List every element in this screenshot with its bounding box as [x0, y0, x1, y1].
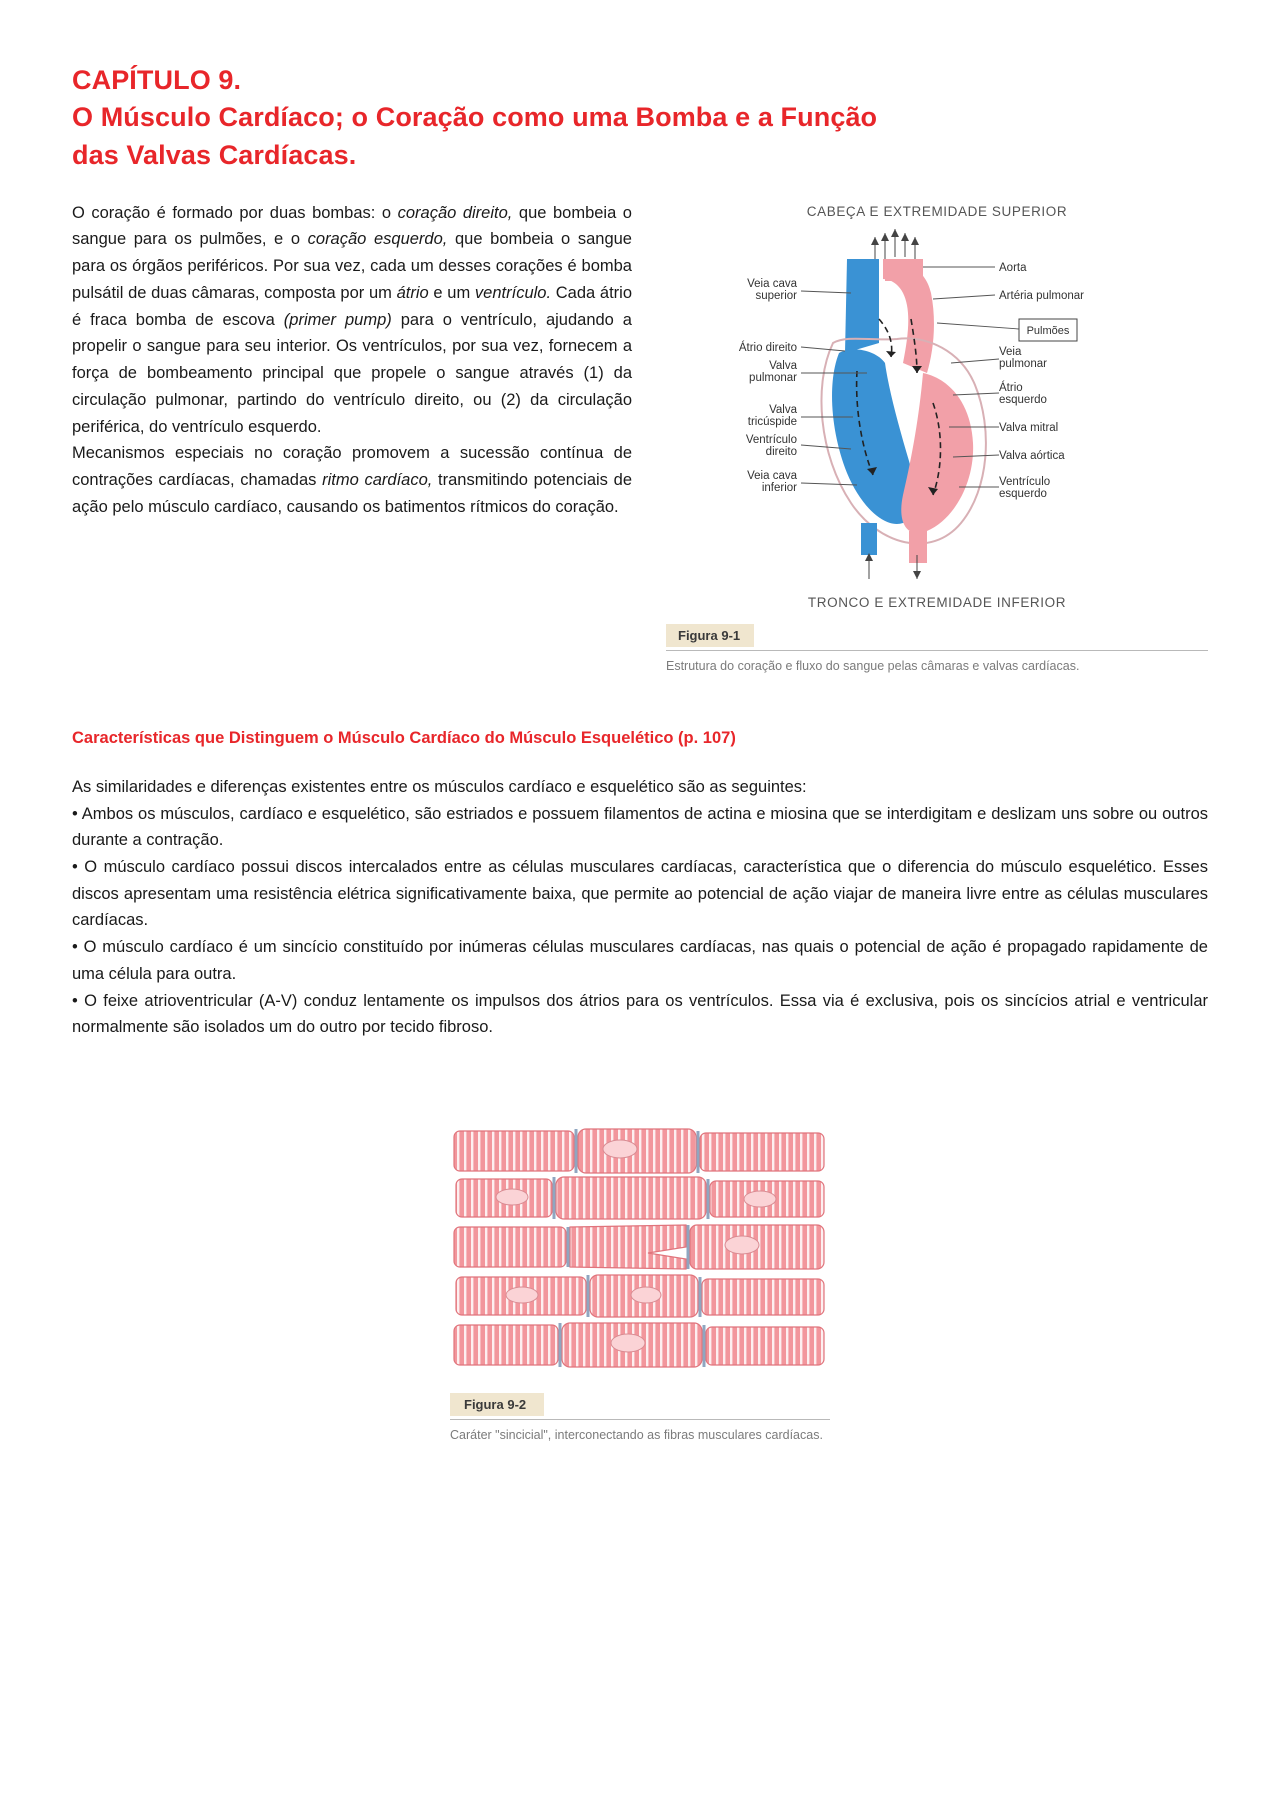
- bullet-item-2: • O músculo cardíaco possui discos intercalados entre as células musculares cardíacas, característica que o diferencia do músculo esquelético. Esses discos apresentam uma resistência elétrica significativamente baixa, que permite ao potencial de ação viajar de maneira livre entre as células musculares cardíacas.: [72, 858, 1208, 930]
- page-title: [72, 62, 1208, 174]
- figure-2: [72, 1125, 1208, 1444]
- intro-paragraph-2: Mecanismos especiais no coração promovem a sucessão contínua de contrações cardíacas, chamadas ritmo cardíaco, transmitindo potenciais de ação pelo músculo cardíaco, causando os batimentos rítmicos do coração.: [72, 444, 632, 516]
- svg-text:Veia: Veia: [999, 345, 1022, 358]
- intro-paragraph-1: O coração é formado por duas bombas: o coração direito, que bombeia o sangue para os pulmões, e o coração esquerdo, que bombeia o sangue para os órgãos periféricos. Por sua vez, cada um desses corações é bomba pulsátil de duas câmaras, composta por um átrio e um ventrículo. Cada átrio é fraca bomba de escova (primer pump) para o ventrículo, ajudando a propelir o sangue para seu interior. Os ventrículos, por sua vez, fornecem a força de bombeamento principal que propele o sangue através (1) da circulação pulmonar, partindo do ventrículo direito, ou (2) da circulação periférica, do ventrículo esquerdo.: [72, 203, 632, 436]
- intro-section: [72, 200, 1208, 675]
- svg-text:Veia cava: Veia cava: [747, 469, 797, 482]
- svg-text:superior: superior: [755, 289, 797, 302]
- svg-text:Artéria pulmonar: Artéria pulmonar: [999, 289, 1085, 302]
- svg-text:Veia cava: Veia cava: [747, 277, 797, 290]
- figure-1-bottom-title: TRONCO E EXTREMIDADE INFERIOR: [807, 594, 1067, 610]
- svg-text:inferior: inferior: [761, 481, 797, 494]
- body-intro: As similaridades e diferenças existentes entre os músculos cardíaco e esquelético são as seguintes:: [72, 777, 807, 796]
- figure-1-rule: [666, 650, 1208, 651]
- svg-text:Valva: Valva: [769, 403, 797, 416]
- svg-text:Átrio direito: Átrio direito: [738, 341, 797, 354]
- figure-2-label: Figura 9-2: [450, 1393, 544, 1416]
- heart-diagram: [666, 223, 1208, 593]
- bullet-item-1: • Ambos os músculos, cardíaco e esquelético, são estriados e possuem filamentos de actina e miosina que se interdigitam e deslizam uns sobre ou outros durante a contração.: [72, 804, 1208, 850]
- svg-text:Ventrículo: Ventrículo: [745, 433, 797, 446]
- cardiac-muscle-diagram: [450, 1125, 830, 1383]
- chapter-title-line-3: das Valvas Cardíacas.: [72, 139, 357, 170]
- svg-text:esquerdo: esquerdo: [999, 393, 1047, 406]
- chapter-title-line-2: O Músculo Cardíaco; o Coração como uma Bomba e a Função: [72, 102, 878, 133]
- body-text: [72, 774, 1208, 1041]
- svg-text:tricúspide: tricúspide: [747, 415, 797, 428]
- svg-text:Pulmões: Pulmões: [1026, 324, 1070, 337]
- section-heading: Características que Distinguem o Músculo Cardíaco do Músculo Esquelético (p. 107): [72, 728, 736, 747]
- figure-2-rule: [450, 1419, 830, 1420]
- intro-text-column: [72, 200, 632, 521]
- svg-text:Aorta: Aorta: [999, 261, 1027, 274]
- figure-1: [666, 204, 1208, 675]
- chapter-title-line-1: CAPÍTULO 9.: [72, 65, 242, 95]
- figure-1-label: Figura 9-1: [666, 624, 754, 647]
- figure-1-caption: Estrutura do coração e fluxo do sangue pelas câmaras e valvas cardíacas.: [666, 658, 1080, 673]
- svg-text:esquerdo: esquerdo: [999, 487, 1047, 500]
- heart-diagram-svg: [666, 223, 1208, 593]
- figure-1-column: [666, 204, 1208, 675]
- svg-text:direito: direito: [765, 445, 797, 458]
- svg-text:Valva: Valva: [769, 359, 797, 372]
- bullet-item-3: • O músculo cardíaco é um sincício constituído por inúmeras células musculares cardíacas, nas quais o potencial de ação é propagado rapidamente de uma célula para outra.: [72, 938, 1208, 983]
- figure-1-top-title: CABEÇA E EXTREMIDADE SUPERIOR: [806, 203, 1068, 219]
- svg-text:Valva aórtica: Valva aórtica: [999, 449, 1065, 462]
- svg-text:pulmonar: pulmonar: [999, 357, 1047, 370]
- svg-text:Átrio: Átrio: [999, 381, 1023, 394]
- figure-2-caption: Caráter "sincicial", interconectando as fibras musculares cardíacas.: [450, 1428, 823, 1443]
- svg-text:Ventrículo: Ventrículo: [999, 475, 1051, 488]
- svg-text:Valva mitral: Valva mitral: [999, 421, 1059, 434]
- bullet-item-4: • O feixe atrioventricular (A-V) conduz lentamente os impulsos dos átrios para os ventrículos. Essa via é exclusiva, pois os sincícios atrial e ventricular normalmente são isolados um do outro por tecido fibroso.: [72, 991, 1208, 1037]
- cardiac-muscle-svg: [450, 1125, 830, 1383]
- svg-text:pulmonar: pulmonar: [749, 371, 797, 384]
